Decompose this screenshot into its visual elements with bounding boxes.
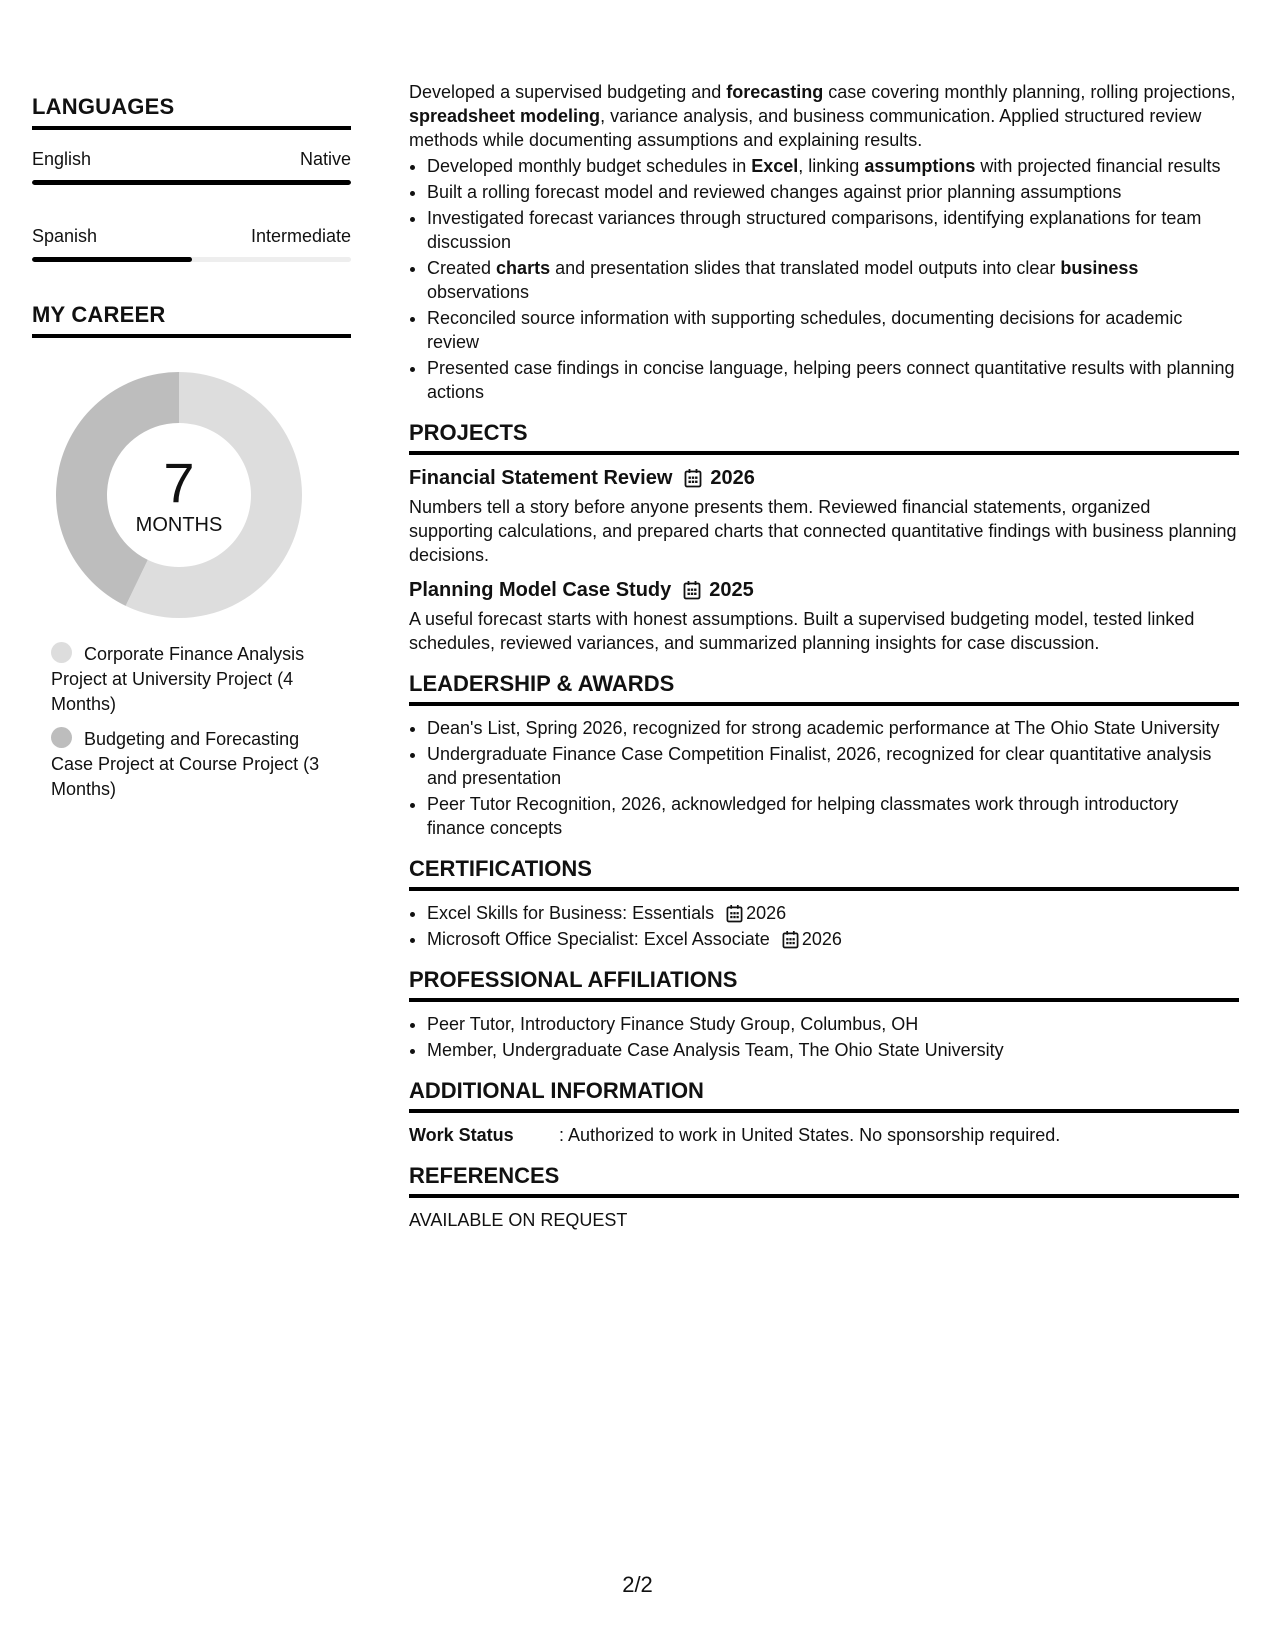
certification-name: • Microsoft Office Specialist: Excel Associate xyxy=(427,929,770,949)
career-total-months: 7 xyxy=(163,451,195,514)
language-level: Intermediate xyxy=(250,226,351,246)
career-title: MY CAREER xyxy=(32,302,351,338)
project-name: Financial Statement Review xyxy=(409,467,673,489)
references-title: REFERENCES xyxy=(409,1163,1239,1198)
certification-name: • Excel Skills for Business: Essentials xyxy=(427,903,715,923)
leadership-section xyxy=(409,671,1239,840)
calendar-icon xyxy=(684,468,702,488)
career-legend-item xyxy=(51,727,321,802)
work-status-label: Work Status xyxy=(409,1125,514,1145)
additional-info-title: ADDITIONAL INFORMATION xyxy=(409,1078,1239,1113)
project-description: Numbers tell a story before anyone presents them. Reviewed financial statements, organized supporting calculations, and prepared charts that connected quantitative findings with business planning decisions. xyxy=(409,497,1237,565)
bullet-text: Developed monthly budget schedules in xyxy=(427,156,752,176)
summary-text: case covering monthly planning, rolling projections, xyxy=(823,82,1236,102)
affiliations-list xyxy=(409,1012,1239,1062)
leadership-title: LEADERSHIP & AWARDS xyxy=(409,671,1239,706)
additional-info-section xyxy=(409,1078,1239,1147)
experience-bullet: • Presented case findings in concise language, helping peers connect quantitative results with planning actions xyxy=(427,356,1239,404)
leadership-item: • Peer Tutor Recognition, 2026, acknowledged for helping classmates work through introductory finance concepts xyxy=(427,792,1239,840)
project-name: Planning Model Case Study xyxy=(409,579,672,601)
language-proficiency-bar xyxy=(32,257,351,262)
projects-title: PROJECTS xyxy=(409,420,1239,455)
language-item xyxy=(32,225,351,262)
language-level: Native xyxy=(299,149,351,169)
certifications-title: CERTIFICATIONS xyxy=(409,856,1239,891)
work-status-row xyxy=(409,1123,1239,1147)
experience-bullet: • Reconciled source information with supporting schedules, documenting decisions for academic review xyxy=(427,306,1239,354)
project-item xyxy=(409,577,1239,655)
bullet-text: and presentation slides that translated model outputs into clear xyxy=(550,258,1061,278)
career-legend-label: Budgeting and Forecasting Case Project at Course Project (3 Months) xyxy=(51,729,320,799)
certifications-section xyxy=(409,856,1239,951)
page-number: 2/2 xyxy=(622,1572,653,1597)
summary-keyword: spreadsheet modeling xyxy=(409,106,601,126)
bullet-keyword: charts xyxy=(496,258,551,278)
language-proficiency-fill xyxy=(32,180,351,185)
certification-year: 2026 xyxy=(801,929,842,949)
summary-keyword: forecasting xyxy=(726,82,824,102)
leadership-item: • Undergraduate Finance Case Competition Finalist, 2026, recognized for clear quantitative analysis and presentation xyxy=(427,742,1239,790)
legend-dot xyxy=(51,642,72,663)
calendar-icon xyxy=(726,904,743,923)
affiliations-title: PROFESSIONAL AFFILIATIONS xyxy=(409,967,1239,1002)
work-status-value: : Authorized to work in United States. No sponsorship required. xyxy=(559,1125,1061,1145)
certification-year: 2026 xyxy=(746,903,787,923)
languages-title: LANGUAGES xyxy=(32,94,351,130)
career-donut-chart xyxy=(56,372,302,618)
project-item xyxy=(409,465,1239,567)
legend-dot xyxy=(51,727,72,748)
experience-summary xyxy=(409,80,1239,152)
language-name: Spanish xyxy=(32,226,98,246)
experience-bullet xyxy=(427,154,1239,178)
projects-section xyxy=(409,420,1239,655)
bullet-keyword: business xyxy=(1060,258,1139,278)
calendar-icon xyxy=(683,580,701,600)
experience-bullet: • Investigated forecast variances through structured comparisons, identifying explanations for team discussion xyxy=(427,206,1239,254)
bullet-text: with projected financial results xyxy=(975,156,1221,176)
leadership-item: • Dean's List, Spring 2026, recognized for strong academic performance at The Ohio State University xyxy=(427,716,1239,740)
affiliation-item: • Peer Tutor, Introductory Finance Study Group, Columbus, OH xyxy=(427,1012,1239,1036)
right-column xyxy=(409,80,1239,1232)
language-name: English xyxy=(32,149,92,169)
left-column xyxy=(32,94,351,812)
affiliation-item: • Member, Undergraduate Case Analysis Team, The Ohio State University xyxy=(427,1038,1239,1062)
language-item xyxy=(32,148,351,185)
experience-bullet: • Built a rolling forecast model and reviewed changes against prior planning assumptions xyxy=(427,180,1239,204)
affiliations-section xyxy=(409,967,1239,1062)
project-description: A useful forecast starts with honest assumptions. Built a supervised budgeting model, tested linked schedules, reviewed variances, and summarized planning insights for case discussion. xyxy=(409,609,1195,653)
references-section xyxy=(409,1163,1239,1232)
career-legend-label: Corporate Finance Analysis Project at University Project (4 Months) xyxy=(51,644,305,714)
language-proficiency-fill xyxy=(32,257,192,262)
certification-item xyxy=(427,927,1239,951)
experience-bullets xyxy=(409,154,1239,404)
summary-text: Developed a supervised budgeting and xyxy=(409,82,727,102)
language-list xyxy=(32,148,351,262)
certifications-list xyxy=(409,901,1239,951)
bullet-keyword: Excel xyxy=(751,156,799,176)
career-legend xyxy=(32,642,321,802)
references-text: AVAILABLE ON REQUEST xyxy=(409,1210,628,1230)
project-year: 2026 xyxy=(710,467,755,489)
career-legend-item xyxy=(51,642,321,717)
project-year: 2025 xyxy=(709,579,754,601)
career-total-unit: MONTHS xyxy=(135,514,223,536)
calendar-icon xyxy=(782,930,799,949)
bullet-text: Created xyxy=(427,258,497,278)
summary-text: , variance analysis, and business communication. Applied structured review methods while documenting assumptions and explaining results. xyxy=(409,106,1202,150)
experience-bullet xyxy=(427,256,1239,304)
language-proficiency-bar xyxy=(32,180,351,185)
bullet-text: observations xyxy=(427,282,530,302)
certification-item xyxy=(427,901,1239,925)
bullet-text: , linking xyxy=(798,156,865,176)
donut-center xyxy=(56,372,302,618)
leadership-list xyxy=(409,716,1239,840)
bullet-keyword: assumptions xyxy=(864,156,976,176)
